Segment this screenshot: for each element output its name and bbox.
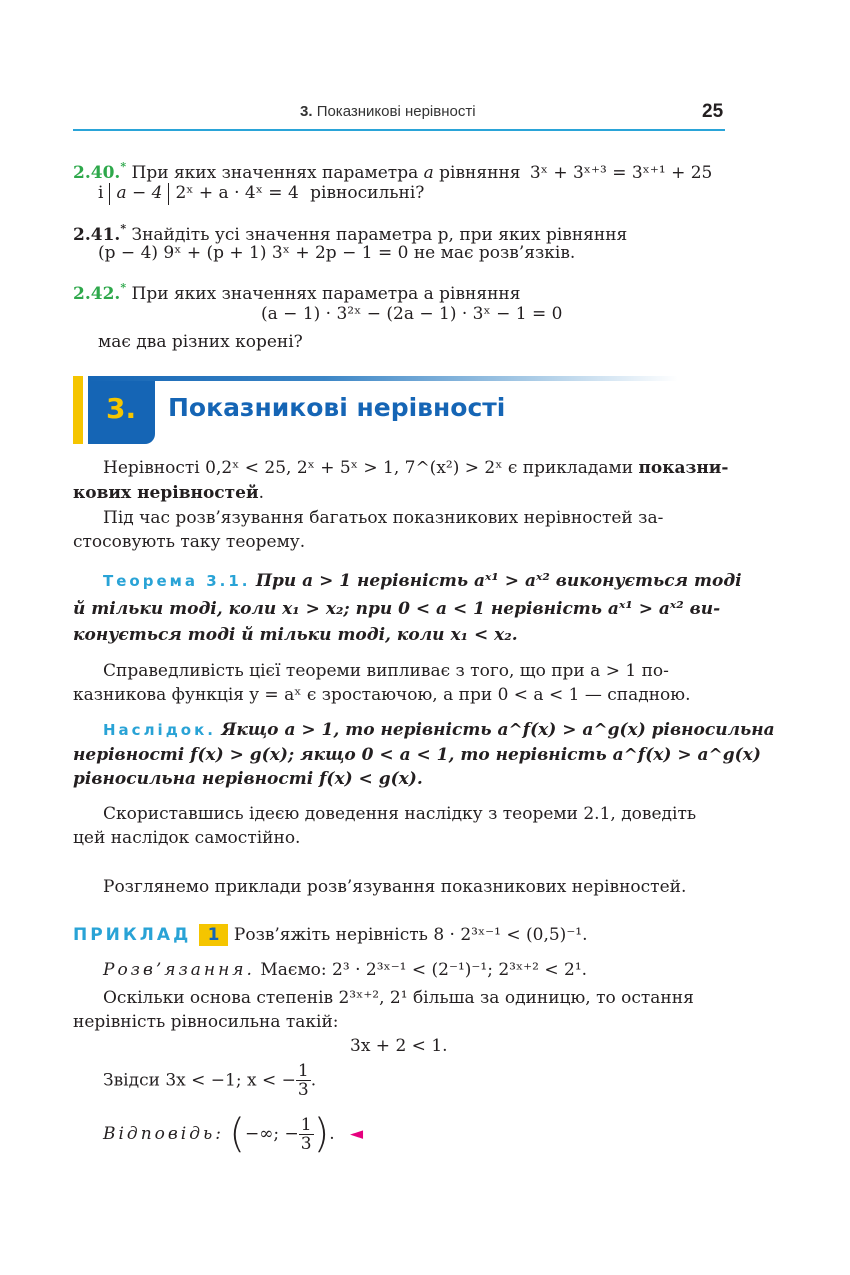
example-label: ПРИКЛАД: [73, 925, 192, 945]
corollary-line2: нерівності f(x) > g(x); якщо 0 < a < 1, то нерівність a^f(x) > a^g(x): [73, 745, 761, 765]
intro-p1-line1: Нерівності 0,2ˣ < 25, 2ˣ + 5ˣ > 1, 7^(x²) > 2ˣ є прикладами показни-: [103, 458, 729, 478]
exercise-2-41-line2: (p − 4) 9ˣ + (p + 1) 3ˣ + 2p − 1 = 0 не має розв’язків.: [98, 243, 576, 263]
answer-line: Відповідь: (−∞; − $\frac{1}{3}$ ). ◄: [103, 1111, 364, 1157]
theorem-line3: конується тоді й тільки тоді, коли x₁ < x₂.: [73, 625, 518, 645]
exercise-number: 2.41.: [73, 225, 121, 245]
running-header: [300, 103, 476, 120]
header-rule: [73, 129, 725, 131]
exercise-2-40-line2: і a − 4 2ˣ + a · 4ˣ = 4 рівносильні?: [98, 183, 425, 203]
abs-bar: [109, 183, 110, 205]
exercise-2-41-line1: 2.41.* Знайдіть усі значення параметра p, при яких рівняння: [73, 222, 628, 245]
math-result: 3x < −1; x < −: [165, 1070, 296, 1091]
example-inequality: 3x + 2 < 1.: [350, 1036, 448, 1056]
section-title: Показникові нерівності: [168, 393, 506, 422]
answer-label: Відповідь:: [103, 1124, 224, 1144]
intro-p1-line2: кових нерівностей.: [73, 483, 265, 503]
note-line2: цей наслідок самостійно.: [73, 828, 301, 848]
example-result-line: Звідси 3x < −1; x < − $\frac{1}{3}$ .: [103, 1061, 317, 1100]
exercise-number: 2.42.: [73, 284, 121, 304]
end-of-solution-marker-icon: ◄: [350, 1124, 364, 1144]
fraction: $\frac{1}{3}$: [300, 1114, 312, 1154]
math-solution: 2³ · 2³ˣ⁻¹ < (2⁻¹)⁻¹; 2³ˣ⁺² < 2¹.: [332, 960, 588, 980]
section-number: 3.: [106, 392, 137, 425]
exercise-2-40-line1: 2.40.* При яких значеннях параметра a рівняння 3ˣ + 3ˣ⁺³ = 3ˣ⁺¹ + 25: [73, 160, 713, 183]
examples-intro: Розглянемо приклади розв’язування показникових нерівностей.: [103, 877, 687, 897]
justification-line1: Справедливість цієї теореми випливає з того, що при a > 1 по-: [103, 661, 669, 681]
solution-label: Розв’язання.: [103, 960, 255, 980]
right-paren: ): [313, 1111, 330, 1157]
example-text-line1: Оскільки основа степенів 2³ˣ⁺², 2¹ більша за одиницю, то остання: [103, 988, 694, 1008]
page-number: 25: [702, 101, 724, 122]
math-equation: (p − 4) 9ˣ + (p + 1) 3ˣ + 2p − 1 = 0: [98, 243, 409, 263]
corollary-label: Наслідок.: [103, 721, 216, 739]
exercise-2-42-line3: має два різних корені?: [98, 332, 303, 352]
section-banner-yellow-tab: [73, 376, 83, 444]
theorem-line1: Теорема 3.1. При a > 1 нерівність aˣ¹ > aˣ² виконується тоді: [103, 571, 742, 591]
note-line1: Скориставшись ідеєю доведення наслідку з теореми 2.1, доведіть: [103, 804, 697, 824]
exercise-number: 2.40.: [73, 163, 121, 183]
left-paren: (: [229, 1111, 245, 1157]
theorem-label: Теорема 3.1.: [103, 572, 251, 590]
example-1-header: ПРИКЛАД 1 Розв’яжіть нерівність 8 · 2³ˣ⁻¹ < (0,5)⁻¹.: [73, 925, 588, 945]
abs-bar: [168, 183, 169, 205]
corollary-line3: рівносильна нерівності f(x) < g(x).: [73, 769, 423, 789]
intro-p2-line2: стосовують таку теорему.: [73, 532, 306, 552]
header-section-title: Показникові нерівності: [316, 103, 476, 120]
fraction: $\frac{1}{3}$: [297, 1061, 309, 1100]
theorem-line2: й тільки тоді, коли x₁ > x₂; при 0 < a < 1 нерівність aˣ¹ > aˣ² ви-: [73, 599, 721, 619]
math-inequalities: 0,2ˣ < 25, 2ˣ + 5ˣ > 1, 7^(x²) > 2ˣ: [205, 458, 503, 478]
math-task: 8 · 2³ˣ⁻¹ < (0,5)⁻¹.: [433, 925, 588, 945]
intro-p2-line1: Під час розв’язування багатьох показникових нерівностей за-: [103, 508, 664, 528]
justification-line2: казникова функція y = aˣ є зростаючою, а при 0 < a < 1 — спадною.: [73, 685, 691, 705]
exercise-2-42-equation: (a − 1) · 3²ˣ − (2a − 1) · 3ˣ − 1 = 0: [261, 304, 563, 324]
example-number-badge: 1: [199, 924, 229, 946]
exercise-2-42-line1: 2.42.* При яких значеннях параметра a рівняння: [73, 281, 521, 304]
solution-line: Розв’язання. Маємо: 2³ · 2³ˣ⁻¹ < (2⁻¹)⁻¹; 2³ˣ⁺² < 2¹.: [103, 960, 588, 980]
math-equation: 3ˣ + 3ˣ⁺³ = 3ˣ⁺¹ + 25: [529, 163, 713, 183]
example-text-line2: нерівність рівносильна такій:: [73, 1012, 339, 1032]
section-banner-gradient: [88, 376, 678, 381]
corollary-line1: Наслідок. Якщо a > 1, то нерівність a^f(x) > a^g(x) рівносильна: [103, 720, 775, 740]
header-section-number: 3.: [300, 103, 313, 120]
